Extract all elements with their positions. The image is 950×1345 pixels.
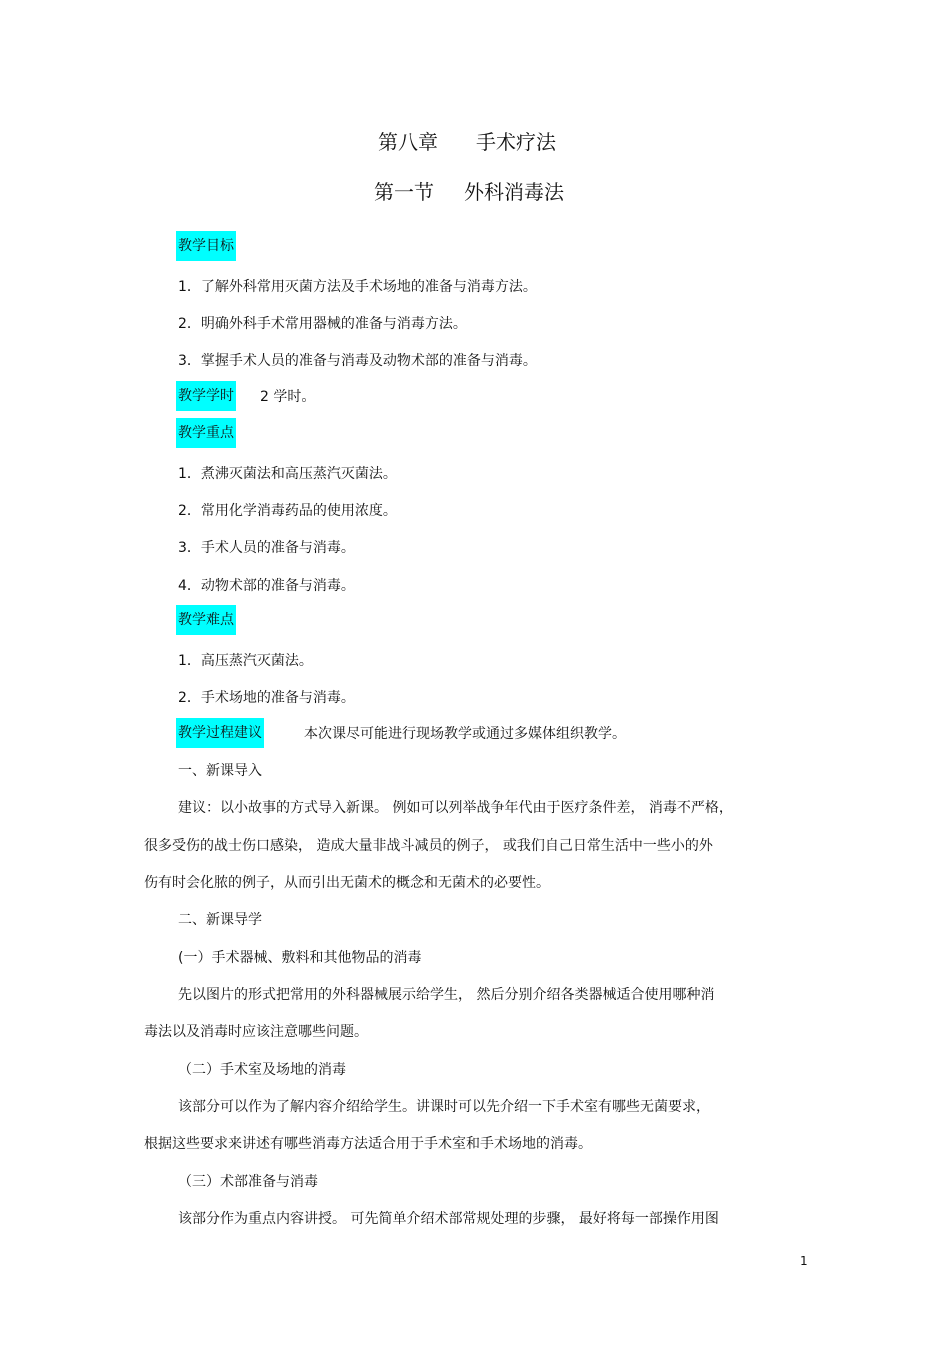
key-point-item: 1．煮沸灭菌法和高压蒸汽灭菌法。 [178, 466, 397, 482]
difficulty-item: 2．手术场地的准备与消毒。 [178, 690, 355, 706]
key-point-item: 2．常用化学消毒药品的使用浓度。 [178, 503, 397, 519]
intro-line: 很多受伤的战士伤口感染， 造成大量非战斗减员的例子， 或我们自己日常生活中一些小的外 [144, 838, 713, 854]
hours-label: 教学学时 [176, 381, 236, 411]
guide-sub1-line: 先以图片的形式把常用的外科器械展示给学生， 然后分别介绍各类器械适合使用哪种消 [178, 987, 715, 1003]
intro-line: 建议：以小故事的方式导入新课。 例如可以列举战争年代由于医疗条件差， 消毒不严格， [178, 800, 733, 816]
difficulty-item: 1．高压蒸汽灭菌法。 [178, 653, 313, 669]
objective-item: 2．明确外科手术常用器械的准备与消毒方法。 [178, 316, 467, 332]
guide-sub2-heading: （二）手术室及场地的消毒 [178, 1062, 346, 1078]
guide-sub3-heading: （三）术部准备与消毒 [178, 1174, 318, 1190]
guide-sub2-line: 该部分可以作为了解内容介绍给学生。讲课时可以先介绍一下手术室有哪些无菌要求， [178, 1099, 710, 1115]
guide-sub1-heading: (一）手术器械、敷料和其他物品的消毒 [178, 950, 422, 966]
section-number: 第一节 [374, 180, 434, 204]
difficulties-label: 教学难点 [176, 605, 236, 635]
chapter-number: 第八章 [378, 130, 438, 154]
process-label: 教学过程建议 [176, 718, 264, 748]
key-points-label: 教学重点 [176, 418, 236, 448]
intro-heading: 一、新课导入 [178, 763, 262, 779]
guide-sub1-line: 毒法以及消毒时应该注意哪些问题。 [144, 1024, 368, 1040]
objectives-label: 教学目标 [176, 231, 236, 261]
objective-item: 3．掌握手术人员的准备与消毒及动物术部的准备与消毒。 [178, 353, 537, 369]
objective-item: 1．了解外科常用灭菌方法及手术场地的准备与消毒方法。 [178, 279, 537, 295]
guide-sub3-line: 该部分作为重点内容讲授。 可先简单介绍术部常规处理的步骤， 最好将每一部操作用图 [178, 1211, 719, 1227]
guide-sub2-line: 根据这些要求来讲述有哪些消毒方法适合用于手术室和手术场地的消毒。 [144, 1136, 592, 1152]
key-point-item: 4．动物术部的准备与消毒。 [178, 578, 355, 594]
intro-line: 伤有时会化脓的例子，从而引出无菌术的概念和无菌术的必要性。 [144, 875, 550, 891]
page-number: 1 [800, 1254, 808, 1268]
hours-value: 2 学时。 [260, 389, 316, 405]
section-title: 外科消毒法 [464, 180, 564, 204]
process-value: 本次课尽可能进行现场教学或通过多媒体组织教学。 [304, 726, 626, 742]
key-point-item: 3．手术人员的准备与消毒。 [178, 540, 355, 556]
chapter-title: 手术疗法 [476, 130, 556, 154]
guide-heading: 二、新课导学 [178, 912, 262, 928]
